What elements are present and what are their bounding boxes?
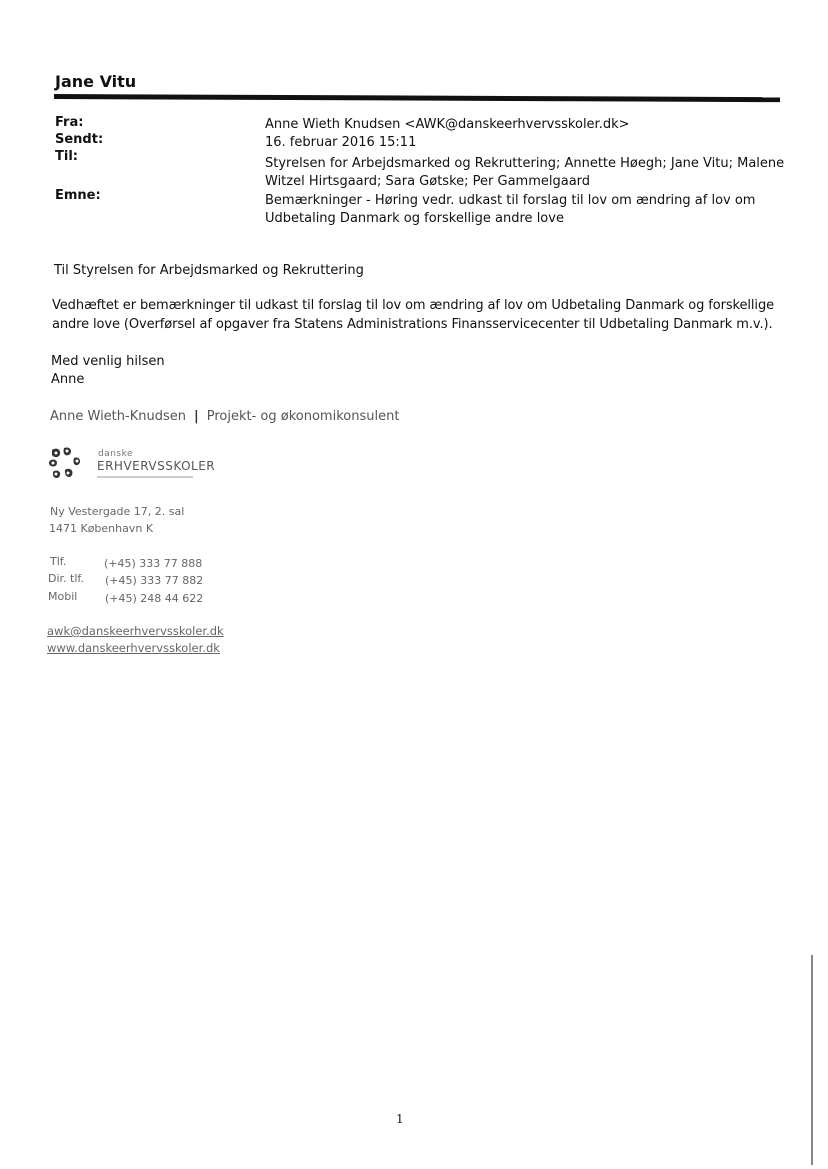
website-link[interactable]: www.danskeerhvervsskoler.dk — [47, 641, 220, 655]
signature-line — [50, 409, 399, 424]
signoff: Anne — [51, 372, 85, 387]
logo-top-text: danske — [98, 449, 134, 459]
subject-label: Emne: — [55, 188, 101, 203]
sender-name: Jane Vitu — [55, 72, 137, 91]
address-line1: Ny Vestergade 17, 2. sal — [50, 505, 185, 518]
subject-value-line2: Udbetaling Danmark og forskellige andre love — [265, 211, 564, 226]
to-value-line1: Styrelsen for Arbejdsmarked og Rekruttering; Annette Høegh; Jane Vitu; Malene — [265, 156, 785, 171]
from-label: Fra: — [55, 115, 84, 130]
logo-underline — [97, 476, 193, 478]
signature-title: Projekt- og økonomikonsulent — [206, 409, 400, 424]
logo-main-text: ERHVERVSSKOLER — [97, 459, 216, 473]
greeting: Til Styrelsen for Arbejdsmarked og Rekruttering — [54, 263, 364, 278]
address-line2: 1471 København K — [49, 522, 154, 535]
mobile-value: (+45) 248 44 622 — [105, 592, 204, 605]
sent-value: 16. februar 2016 15:11 — [265, 135, 417, 150]
page-number: 1 — [396, 1112, 404, 1126]
to-value-line2: Witzel Hirtsgaard; Sara Gøtske; Per Gammelgaard — [265, 174, 591, 189]
direct-phone-value: (+45) 333 77 882 — [105, 574, 204, 587]
signature-name: Anne Wieth-Knudsen — [50, 409, 186, 424]
subject-value-line1: Bemærkninger - Høring vedr. udkast til forslag til lov om ændring af lov om — [265, 193, 756, 208]
scan-edge-line — [811, 955, 813, 1165]
body-paragraph-line1: Vedhæftet er bemærkninger til udkast til forslag til lov om ændring af lov om Udbetaling Danmark og forskellige — [52, 298, 774, 313]
phone-label: Tlf. — [50, 555, 67, 568]
body-paragraph-line2: andre love (Overførsel af opgaver fra Statens Administrations Finansservicecenter til Udbetaling Danmark m.v.). — [52, 317, 773, 332]
mobile-label: Mobil — [48, 590, 78, 603]
email-link[interactable]: awk@danskeerhvervsskoler.dk — [47, 624, 224, 638]
to-label: Til: — [55, 149, 78, 164]
header-rule — [54, 94, 780, 102]
signature-separator: | — [193, 409, 199, 424]
sent-label: Sendt: — [55, 132, 104, 147]
closing: Med venlig hilsen — [51, 354, 165, 369]
danske-erhvervsskoler-logo-icon — [48, 446, 86, 482]
from-value: Anne Wieth Knudsen <AWK@danskeerhvervsskoler.dk> — [265, 117, 630, 132]
direct-phone-label: Dir. tlf. — [48, 572, 84, 585]
phone-value: (+45) 333 77 888 — [104, 557, 203, 570]
